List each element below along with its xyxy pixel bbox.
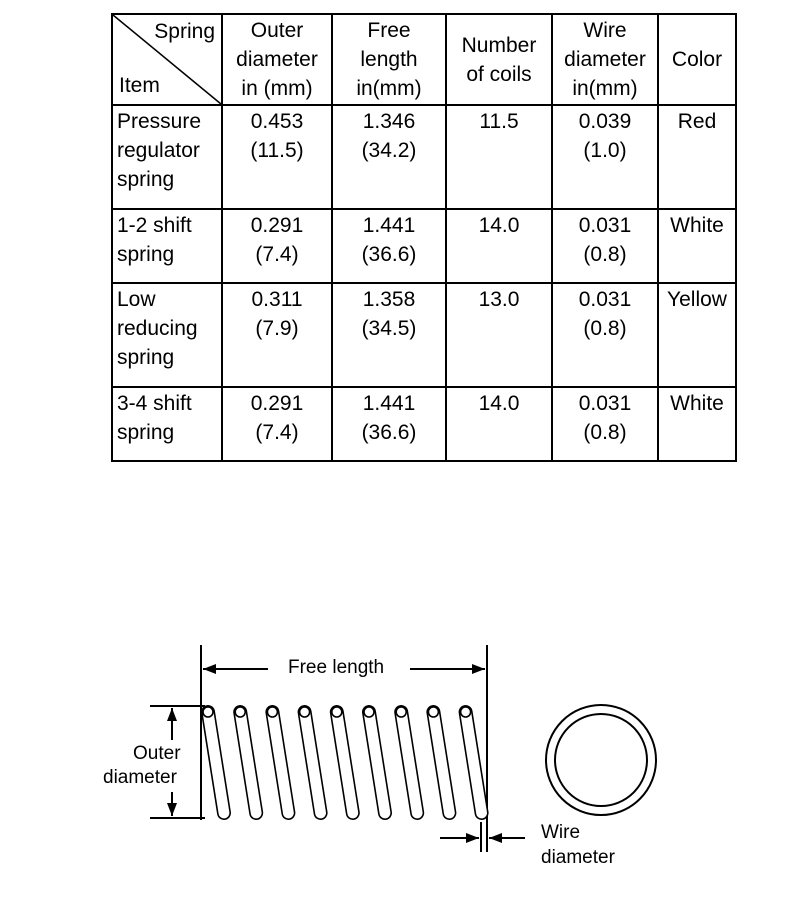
coils-cell: 13.0 xyxy=(446,283,552,387)
outer-diameter-cell: 0.311 (7.9) xyxy=(222,283,332,387)
wire-diameter-cell: 0.031 (0.8) xyxy=(552,387,658,461)
free-length-cell: 1.441 (36.6) xyxy=(332,387,446,461)
item-cell: Pressure regulator spring xyxy=(112,105,222,209)
item-cell: Low reducing spring xyxy=(112,283,222,387)
spring-coil-top-end xyxy=(428,707,438,717)
spring-coil-top-end xyxy=(364,707,374,717)
spring-coil xyxy=(266,706,294,819)
color-cell: White xyxy=(658,209,736,283)
coils-cell: 14.0 xyxy=(446,387,552,461)
spring-coil xyxy=(363,706,391,819)
free-length-cell: 1.441 (36.6) xyxy=(332,209,446,283)
outer-diameter-label-line2: diameter xyxy=(103,767,177,788)
color-cell: Yellow xyxy=(658,283,736,387)
header-outer-diameter: Outer diameter in (mm) xyxy=(222,14,332,105)
arrowhead-free-left xyxy=(203,664,216,674)
spring-coil-top-end xyxy=(300,707,310,717)
free-length-cell: 1.358 (34.5) xyxy=(332,283,446,387)
header-color: Color xyxy=(658,14,736,105)
spring-coil-top-end xyxy=(461,707,471,717)
spring-coil xyxy=(331,706,359,819)
wire-diameter-cell: 0.031 (0.8) xyxy=(552,209,658,283)
wire-cross-section-inner xyxy=(555,714,647,806)
spring-coil-top-end xyxy=(332,707,342,717)
header-free-length: Free length in(mm) xyxy=(332,14,446,105)
corner-header-cell xyxy=(112,14,222,105)
spring-coil xyxy=(459,706,487,819)
header-row xyxy=(112,14,736,105)
table-row xyxy=(112,387,736,461)
arrowhead-wire-right xyxy=(489,833,502,843)
spring-coil xyxy=(234,706,262,819)
spring-diagram xyxy=(0,620,800,908)
spring-coil xyxy=(427,706,455,819)
free-length-label: Free length xyxy=(288,657,385,678)
wire-diameter-label-line2: diameter xyxy=(541,847,615,868)
table-row xyxy=(112,283,736,387)
arrowhead-free-right xyxy=(472,664,485,674)
table-row xyxy=(112,105,736,209)
wire-diameter-cell: 0.039 (1.0) xyxy=(552,105,658,209)
coils-cell: 11.5 xyxy=(446,105,552,209)
spring-coil-top-end xyxy=(396,707,406,717)
outer-diameter-label-line1: Outer xyxy=(133,743,181,764)
arrowhead-outer-top xyxy=(167,708,177,721)
color-cell: White xyxy=(658,387,736,461)
wire-diameter-label-line1: Wire xyxy=(541,822,581,843)
item-cell: 1-2 shift spring xyxy=(112,209,222,283)
header-number-of-coils: Number of coils xyxy=(446,14,552,105)
corner-spring-label: Spring xyxy=(154,20,215,43)
spring-coil-top-end xyxy=(235,707,245,717)
table-row xyxy=(112,209,736,283)
outer-diameter-cell: 0.291 (7.4) xyxy=(222,209,332,283)
spring-coil xyxy=(202,706,230,819)
outer-diameter-cell: 0.453 (11.5) xyxy=(222,105,332,209)
spring-coil xyxy=(298,706,326,819)
corner-item-label: Item xyxy=(119,74,160,97)
wire-diameter-cell: 0.031 (0.8) xyxy=(552,283,658,387)
arrowhead-wire-left xyxy=(466,833,479,843)
spring-diagram-svg xyxy=(0,620,800,908)
free-length-cell: 1.346 (34.2) xyxy=(332,105,446,209)
item-cell: 3-4 shift spring xyxy=(112,387,222,461)
color-cell: Red xyxy=(658,105,736,209)
header-wire-diameter: Wire diameter in(mm) xyxy=(552,14,658,105)
arrowhead-outer-bottom xyxy=(167,803,177,816)
outer-diameter-cell: 0.291 (7.4) xyxy=(222,387,332,461)
spring-coil xyxy=(395,706,423,819)
spring-coil-top-end xyxy=(203,707,213,717)
spring-coil-top-end xyxy=(267,707,277,717)
spring-spec-table xyxy=(111,13,737,462)
coils-cell: 14.0 xyxy=(446,209,552,283)
